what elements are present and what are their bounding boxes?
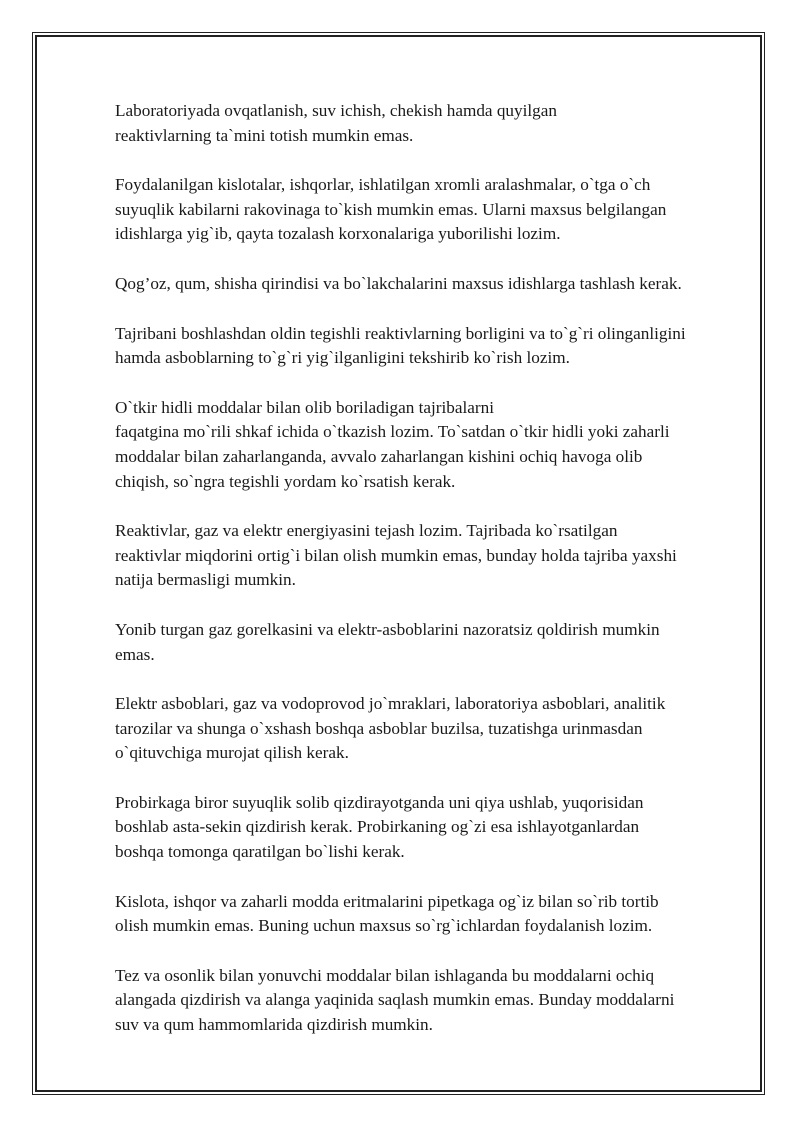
paragraph: Probirkaga biror suyuqlik solib qizdirayotganda uni qiya ushlab, yuqorisidan boshlab asta-sekin qizdirish kerak. Probirkaning og`zi esa ishlayotganlardan boshqa tomonga qaratilgan bo`lishi kerak. <box>115 792 644 862</box>
document-body <box>115 99 755 1063</box>
paragraph: Reaktivlar, gaz va elektr energiyasini tejash lozim. Tajribada ko`rsatilgan reaktivlar miqdorini ortig`i bilan olish mumkin emas, bunday holda tajriba yaxshi natija bermasligi mumkin. <box>115 521 677 590</box>
paragraph: Laboratoriyada ovqatlanish, suv ichish, chekish hamda quyilgan reaktivlarning ta`mini totish mumkin emas. <box>115 101 557 145</box>
paragraph: Qog’oz, qum, shisha qirindisi va bo`lakchalarini maxsus idishlarga tashlash kerak. <box>115 273 682 293</box>
paragraph: Elektr asboblari, gaz va vodoprovod jo`mraklari, laboratoriya asboblari, analitik tarozilar va shunga o`xshash boshqa asboblar buzilsa, tuzatishga urinmasdan o`qituvchiga murojat qilish kerak. <box>115 694 666 763</box>
paragraph: O`tkir hidli moddalar bilan olib boriladigan tajribalarni faqatgina mo`rili shkaf ichida o`tkazish lozim. To`satdan o`tkir hidli yoki zaharli moddalar bilan zaharlanganda, avvalo zaharlangan kishini ochiq havoga olib chiqish, so`ngra tegishli yordam ko`rsatish kerak. <box>115 397 670 491</box>
paragraph: Foydalanilgan kislotalar, ishqorlar, ishlatilgan xromli aralashmalar, o`tga o`ch suyuqlik kabilarni rakovinaga to`kish mumkin emas. Ularni maxsus belgilangan idishlarga yig`ib, qayta tozalash korxonalariga yuborilishi lozim. <box>115 175 667 244</box>
paragraph: Yonib turgan gaz gorelkasini va elektr-asboblarini nazoratsiz qoldirish mumkin emas. <box>115 619 660 664</box>
paragraph: Kislota, ishqor va zaharli modda eritmalarini pipetkaga og`iz bilan so`rib tortib olish mumkin emas. Buning uchun maxsus so`rg`ichlardan foydalanish lozim. <box>115 891 659 936</box>
paragraph: Tez va osonlik bilan yonuvchi moddalar bilan ishlaganda bu moddalarni ochiq alangada qizdirish va alanga yaqinida saqlash mumkin emas. Bunday moddalarni suv va qum hammomlarida qizdirish mumkin. <box>115 965 675 1035</box>
paragraph: Tajribani boshlashdan oldin tegishli reaktivlarning borligini va to`g`ri olinganligini hamda asboblarning to`g`ri yig`ilganligini tekshirib ko`rish lozim. <box>115 323 686 368</box>
